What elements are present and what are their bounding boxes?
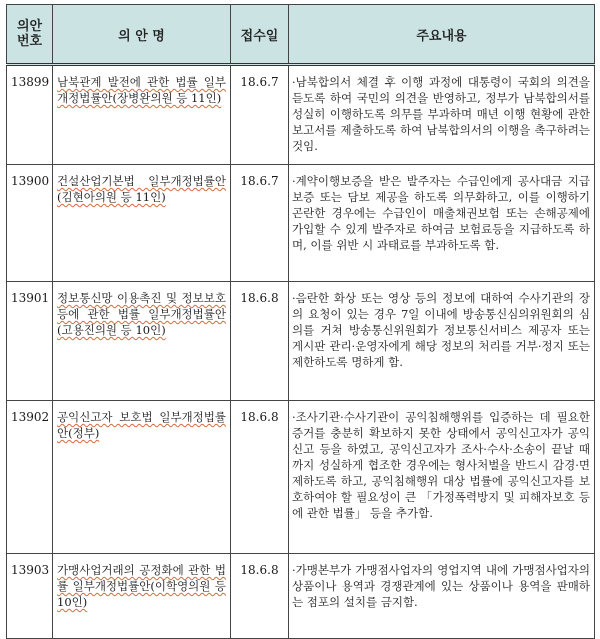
bill-number: 13899 (7, 65, 53, 165)
bill-summary: ·음란한 화상 또는 영상 등의 정보에 대하여 수사기관의 장의 요청이 있는 경우 7일 이내에 방송통신심의위원회의 심의를 거쳐 방송통신위원회가 정보통신서비스 제공자 또는 게시판 관리·운영자에게 해당 정보의 처리를 거부·정지 또는 제한하도록 명하게 함. (289, 282, 595, 401)
bill-number: 13900 (7, 165, 53, 282)
bill-summary: ·남북합의서 체결 후 이행 과정에 대통령이 국회의 의견을 듣도록 하여 국민의 의견을 반영하고, 정부가 남북합의서를 성실히 이행하도록 의무를 부과하며 매년 이행 현황에 관한 보고서를 제출하도록 하여 남북합의서의 이행을 촉구하려는 것임. (289, 65, 595, 165)
table-row (7, 554, 595, 639)
bill-number: 13901 (7, 282, 53, 401)
header-received-date: 접수일 (231, 5, 289, 65)
table-header-row (7, 5, 595, 65)
bill-title: 가맹사업거래의 공정화에 관한 법률 일부개정법률안(이학영의원 등 10인) (53, 554, 231, 639)
bill-number: 13903 (7, 554, 53, 639)
table-row (7, 165, 595, 282)
header-bill-number-line1: 의안 (16, 19, 43, 34)
bill-summary: ·조사기관·수사기관이 공익침해행위를 입증하는 데 필요한 증거를 충분히 확보하지 못한 상태에서 공익신고자가 공익신고 등을 하였고, 공익신고자가 조사·수사·소송이 끝날 때까지 성실하게 협조한 경우에는 형사처벌을 반드시 감경·면제하도록 하고, 공익침해행위 대상 법률에 공익신고자를 보호하여야 할 필요성이 큰 「가정폭력방지 및 피해자보호 등에 관한 법률」 등을 추가함. (289, 401, 595, 554)
received-date: 18.6.8 (231, 554, 289, 639)
bill-summary: ·계약이행보증을 받은 발주자는 수급인에게 공사대금 지급보증 또는 담보 제공을 하도록 의무화하고, 이를 이행하기 곤란한 경우에는 수급인이 매출채권보험 또는 손해공제에 가입할 수 있게 발주자로 하여금 보험료등을 지급하도록 하며, 이를 위반 시 과태료를 부과하도록 함. (289, 165, 595, 282)
bill-table-container (6, 4, 594, 639)
table-row (7, 65, 595, 165)
bill-title: 건설산업기본법 일부개정법률안(김현아의원 등 11인) (53, 165, 231, 282)
header-bill-number-line2: 번호 (16, 34, 43, 49)
bill-title: 남북관계 발전에 관한 법률 일부개정법률안(장병완의원 등 11인) (53, 65, 231, 165)
received-date: 18.6.7 (231, 65, 289, 165)
received-date: 18.6.7 (231, 165, 289, 282)
bill-number: 13902 (7, 401, 53, 554)
bill-table (6, 4, 595, 639)
received-date: 18.6.8 (231, 401, 289, 554)
bill-title: 공익신고자 보호법 일부개정법률안(정부) (53, 401, 231, 554)
table-row (7, 282, 595, 401)
header-bill-title: 의 안 명 (53, 5, 231, 65)
bill-title: 정보통신망 이용촉진 및 정보보호 등에 관한 법률 일부개정법률안(고용진의원 등 10인) (53, 282, 231, 401)
header-main-content: 주요내용 (289, 5, 595, 65)
table-row (7, 401, 595, 554)
header-bill-number (7, 5, 53, 65)
received-date: 18.6.8 (231, 282, 289, 401)
bill-summary: ·가맹본부가 가맹점사업자의 영업지역 내에 가맹점사업자의 상품이나 용역과 경쟁관계에 있는 상품이나 용역을 판매하는 점포의 설치를 금지함. (289, 554, 595, 639)
